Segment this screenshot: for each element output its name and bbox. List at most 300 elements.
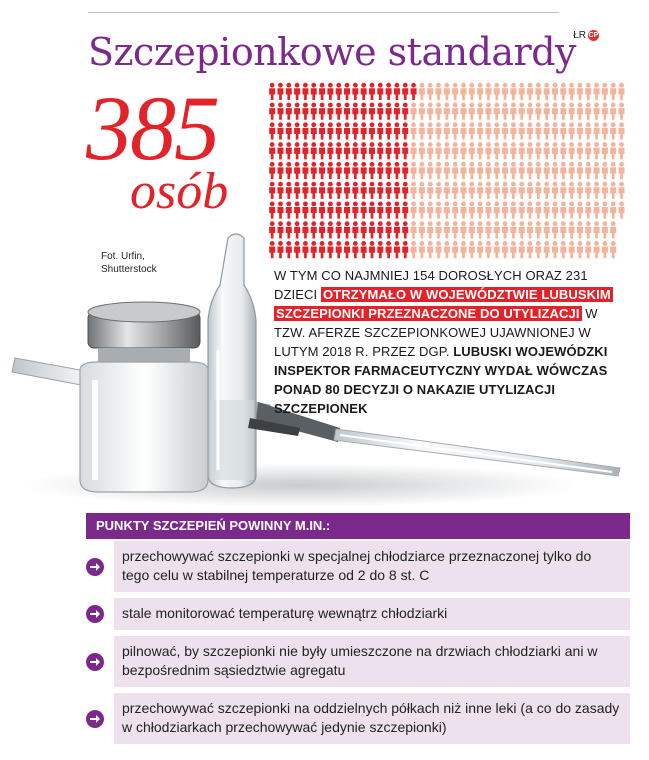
person-icon — [436, 182, 442, 199]
person-icon — [502, 162, 508, 179]
person-icon — [302, 182, 308, 199]
vial — [80, 302, 208, 492]
list-item-text: pilnować, by szczepionki nie były umieszczone na drzwiach chłodziarki ani w bezpośrednim sąsiedztwie agregatu — [114, 636, 630, 687]
person-icon — [402, 103, 408, 120]
person-icon — [319, 103, 325, 120]
person-icon — [427, 182, 433, 199]
person-icon — [502, 182, 508, 199]
person-icon — [469, 103, 475, 120]
person-icon — [411, 142, 417, 159]
person-icon — [336, 142, 342, 159]
person-icon — [502, 201, 508, 218]
person-icon — [294, 162, 300, 179]
person-icon — [311, 182, 317, 199]
person-icon — [577, 122, 583, 139]
person-icon — [402, 162, 408, 179]
person-icon — [585, 162, 591, 179]
person-icon — [444, 162, 450, 179]
person-icon — [610, 162, 616, 179]
person-icon — [369, 83, 375, 100]
person-icon — [569, 83, 575, 100]
person-icon — [602, 122, 608, 139]
person-icon — [510, 83, 516, 100]
person-icon — [594, 103, 600, 120]
person-icon — [402, 201, 408, 218]
person-icon — [361, 201, 367, 218]
person-icon — [535, 83, 541, 100]
person-icon — [519, 122, 525, 139]
person-icon — [577, 201, 583, 218]
person-icon — [294, 122, 300, 139]
person-icon — [452, 162, 458, 179]
person-icon — [594, 142, 600, 159]
person-icon — [619, 162, 625, 179]
person-icon — [302, 201, 308, 218]
person-icon — [352, 201, 358, 218]
person-icon — [352, 162, 358, 179]
person-icon — [302, 162, 308, 179]
person-icon — [519, 182, 525, 199]
person-icon — [477, 201, 483, 218]
person-icon — [386, 83, 392, 100]
person-icon — [411, 182, 417, 199]
person-icon — [444, 83, 450, 100]
person-icon — [577, 103, 583, 120]
person-icon — [269, 162, 275, 179]
person-icon — [519, 83, 525, 100]
person-icon — [436, 122, 442, 139]
author-initials: ŁR — [573, 30, 586, 41]
description-bold: LUBUSKI WOJEWÓDZKI INSPEKTOR FARMACEUTYCZNY WYDAŁ WÓWCZAS PONAD 80 DECYZJI O NAKAZIE UTYLIZACJI SZCZEPIONEK — [274, 344, 608, 416]
person-icon — [444, 103, 450, 120]
person-icon — [552, 201, 558, 218]
person-icon — [619, 122, 625, 139]
person-icon — [311, 162, 317, 179]
list-item — [86, 598, 630, 630]
person-icon — [436, 201, 442, 218]
list-item-text: stale monitorować temperaturę wewnątrz chłodziarki — [114, 598, 630, 630]
person-icon — [344, 103, 350, 120]
person-icon — [485, 122, 491, 139]
person-icon — [352, 83, 358, 100]
person-icon — [452, 142, 458, 159]
person-icon — [535, 162, 541, 179]
person-icon — [502, 83, 508, 100]
stat-number: 385 — [86, 77, 218, 179]
person-icon — [477, 122, 483, 139]
person-icon — [485, 103, 491, 120]
person-icon — [394, 162, 400, 179]
person-icon — [560, 103, 566, 120]
person-icon — [319, 182, 325, 199]
person-icon — [319, 83, 325, 100]
person-icon — [577, 182, 583, 199]
person-icon — [469, 201, 475, 218]
list-item — [86, 636, 630, 687]
person-icon — [286, 122, 292, 139]
person-icon — [552, 162, 558, 179]
person-icon — [419, 142, 425, 159]
stat-unit: osób — [130, 163, 229, 220]
person-icon — [444, 182, 450, 199]
person-icon — [402, 122, 408, 139]
person-icon — [569, 182, 575, 199]
list-item-text: przechowywać szczepionki w specjalnej chłodziarce przeznaczonej tylko do tego celu w stabilnej temperaturze od 2 do 8 st. C — [114, 541, 630, 592]
person-icon — [386, 142, 392, 159]
person-icon — [510, 182, 516, 199]
person-icon — [277, 162, 283, 179]
person-icon — [594, 83, 600, 100]
person-icon — [386, 182, 392, 199]
description-middle: W TZW. AFERZE SZCZEPIONKOWEJ UJAWNIONEJ W LUTYM 2018 R. PRZEZ DGP. — [274, 306, 598, 359]
person-icon — [394, 103, 400, 120]
person-icon — [327, 162, 333, 179]
person-icon — [469, 122, 475, 139]
person-icon — [336, 182, 342, 199]
person-icon — [277, 83, 283, 100]
person-icon — [427, 103, 433, 120]
person-icon — [510, 201, 516, 218]
person-icon — [394, 83, 400, 100]
person-icon — [311, 142, 317, 159]
person-icon — [394, 142, 400, 159]
person-icon — [527, 182, 533, 199]
person-icon — [585, 182, 591, 199]
person-icon — [619, 182, 625, 199]
person-icon — [577, 83, 583, 100]
person-icon — [527, 142, 533, 159]
person-icon — [485, 142, 491, 159]
person-icon — [594, 122, 600, 139]
person-icon — [336, 83, 342, 100]
person-icon — [452, 182, 458, 199]
person-icon — [386, 103, 392, 120]
person-icon — [386, 201, 392, 218]
arrow-right-circle-icon — [86, 605, 104, 623]
person-icon — [477, 142, 483, 159]
person-icon — [319, 162, 325, 179]
person-icon — [344, 182, 350, 199]
person-icon — [519, 142, 525, 159]
person-icon — [427, 122, 433, 139]
person-icon — [460, 122, 466, 139]
person-icon — [411, 83, 417, 100]
person-icon — [286, 83, 292, 100]
person-icon — [344, 122, 350, 139]
person-icon — [294, 142, 300, 159]
person-icon — [361, 122, 367, 139]
person-icon — [394, 122, 400, 139]
person-icon — [294, 201, 300, 218]
person-icon — [619, 142, 625, 159]
photo-credit — [101, 250, 157, 276]
person-icon — [469, 83, 475, 100]
person-icon — [610, 122, 616, 139]
person-icon — [336, 122, 342, 139]
person-icon — [286, 142, 292, 159]
person-icon — [469, 142, 475, 159]
person-icon — [535, 182, 541, 199]
person-icon — [352, 142, 358, 159]
person-icon — [494, 162, 500, 179]
person-icon — [452, 103, 458, 120]
person-icon — [269, 83, 275, 100]
person-icon — [544, 103, 550, 120]
person-icon — [460, 182, 466, 199]
person-icon — [344, 201, 350, 218]
person-icon — [552, 182, 558, 199]
person-icon — [527, 83, 533, 100]
person-icon — [552, 122, 558, 139]
person-icon — [477, 103, 483, 120]
person-icon — [510, 142, 516, 159]
arrow-right-circle-icon — [86, 558, 104, 576]
person-icon — [427, 162, 433, 179]
person-icon — [277, 182, 283, 199]
person-icon — [527, 162, 533, 179]
person-icon — [327, 122, 333, 139]
person-icon — [419, 182, 425, 199]
person-icon — [294, 103, 300, 120]
person-icon — [411, 162, 417, 179]
arrow-right-circle-icon — [86, 653, 104, 671]
person-icon — [619, 83, 625, 100]
person-icon — [294, 182, 300, 199]
person-icon — [552, 103, 558, 120]
person-icon — [369, 103, 375, 120]
person-icon — [286, 201, 292, 218]
person-icon — [286, 162, 292, 179]
person-icon — [544, 83, 550, 100]
person-icon — [319, 122, 325, 139]
person-icon — [369, 182, 375, 199]
person-icon — [602, 83, 608, 100]
person-icon — [502, 142, 508, 159]
photo-credit-line1: Fot. Urfin, — [101, 251, 145, 262]
person-icon — [277, 201, 283, 218]
person-icon — [352, 122, 358, 139]
person-icon — [510, 122, 516, 139]
person-icon — [277, 142, 283, 159]
person-icon — [327, 182, 333, 199]
person-icon — [527, 201, 533, 218]
person-icon — [361, 182, 367, 199]
person-icon — [436, 83, 442, 100]
person-icon — [477, 83, 483, 100]
person-icon — [327, 103, 333, 120]
person-icon — [535, 103, 541, 120]
person-icon — [535, 122, 541, 139]
person-icon — [436, 142, 442, 159]
person-icon — [427, 83, 433, 100]
person-icon — [302, 103, 308, 120]
person-icon — [602, 142, 608, 159]
person-icon — [602, 103, 608, 120]
person-icon — [269, 201, 275, 218]
person-icon — [302, 122, 308, 139]
person-icon — [502, 103, 508, 120]
person-icon — [377, 182, 383, 199]
person-icon — [544, 122, 550, 139]
person-icon — [494, 182, 500, 199]
person-icon — [302, 142, 308, 159]
person-icon — [377, 162, 383, 179]
person-icon — [269, 142, 275, 159]
person-icon — [552, 142, 558, 159]
person-icon — [569, 103, 575, 120]
person-icon — [394, 201, 400, 218]
person-icon — [377, 142, 383, 159]
requirements-list — [86, 541, 630, 750]
person-icon — [560, 142, 566, 159]
person-icon — [361, 162, 367, 179]
section-header: PUNKTY SZCZEPIEŃ POWINNY M.IN.: — [86, 513, 630, 539]
person-icon — [494, 103, 500, 120]
person-icon — [311, 122, 317, 139]
person-icon — [510, 103, 516, 120]
person-icon — [594, 182, 600, 199]
person-icon — [477, 162, 483, 179]
person-icon — [344, 83, 350, 100]
person-icon — [460, 201, 466, 218]
person-icon — [469, 182, 475, 199]
person-icon — [327, 83, 333, 100]
person-icon — [377, 103, 383, 120]
list-item — [86, 541, 630, 592]
person-icon — [319, 142, 325, 159]
person-icon — [519, 103, 525, 120]
person-icon — [460, 83, 466, 100]
person-icon — [427, 201, 433, 218]
person-icon — [577, 142, 583, 159]
person-icon — [336, 103, 342, 120]
person-icon — [302, 83, 308, 100]
person-icon — [444, 201, 450, 218]
person-icon — [444, 122, 450, 139]
person-icon — [386, 122, 392, 139]
person-icon — [535, 201, 541, 218]
person-icon — [394, 182, 400, 199]
person-icon — [502, 122, 508, 139]
person-icon — [494, 201, 500, 218]
person-icon — [510, 162, 516, 179]
person-icon — [610, 182, 616, 199]
person-icon — [569, 201, 575, 218]
person-icon — [585, 201, 591, 218]
person-icon — [560, 83, 566, 100]
top-rule — [88, 12, 559, 13]
person-icon — [519, 201, 525, 218]
person-icon — [594, 162, 600, 179]
person-icon — [452, 122, 458, 139]
person-icon — [419, 103, 425, 120]
person-icon — [560, 201, 566, 218]
person-icon — [294, 83, 300, 100]
person-icon — [560, 182, 566, 199]
list-item-text: przechowywać szczepionki na oddzielnych półkach niż inne leki (a co do zasady w chłodziarkach przechowywać jedynie szczepionki) — [114, 693, 630, 744]
photo-credit-line2: Shutterstock — [101, 264, 157, 275]
person-icon — [485, 83, 491, 100]
person-icon — [319, 201, 325, 218]
person-icon — [344, 162, 350, 179]
description-intro: W TYM CO NAJMNIEJ 154 DOROSŁYCH ORAZ 231 DZIECI — [274, 268, 588, 302]
person-icon — [535, 142, 541, 159]
person-icon — [460, 162, 466, 179]
person-icon — [336, 201, 342, 218]
person-icon — [485, 182, 491, 199]
person-icon — [419, 83, 425, 100]
person-icon — [286, 182, 292, 199]
person-icon — [311, 83, 317, 100]
person-icon — [585, 103, 591, 120]
person-icon — [444, 142, 450, 159]
person-icon — [377, 83, 383, 100]
person-icon — [436, 103, 442, 120]
person-icon — [569, 162, 575, 179]
description-text — [274, 266, 630, 418]
person-icon — [602, 182, 608, 199]
person-icon — [402, 83, 408, 100]
person-icon — [485, 162, 491, 179]
person-icon — [610, 201, 616, 218]
person-icon — [552, 83, 558, 100]
person-icon — [460, 142, 466, 159]
person-icon — [361, 142, 367, 159]
person-icon — [494, 83, 500, 100]
person-icon — [427, 142, 433, 159]
person-icon — [569, 142, 575, 159]
person-icon — [369, 142, 375, 159]
person-icon — [277, 103, 283, 120]
person-icon — [477, 182, 483, 199]
cp-logo: CP — [588, 32, 599, 39]
author-credit — [573, 30, 599, 41]
person-icon — [594, 201, 600, 218]
person-icon — [619, 201, 625, 218]
person-icon — [610, 103, 616, 120]
person-icon — [419, 162, 425, 179]
person-icon — [585, 83, 591, 100]
description-highlight: OTRZYMAŁO W WOJEWÓDZTWIE LUBUSKIM SZCZEPIONKI PRZEZNACZONE DO UTYLIZACJI — [276, 287, 611, 321]
person-icon — [411, 201, 417, 218]
person-icon — [269, 182, 275, 199]
ampoule — [208, 234, 256, 488]
person-icon — [419, 201, 425, 218]
person-icon — [369, 162, 375, 179]
person-icon — [386, 162, 392, 179]
page-title: Szczepionkowe standardy — [88, 30, 577, 74]
person-icon — [585, 122, 591, 139]
person-icon — [327, 142, 333, 159]
person-icon — [460, 103, 466, 120]
person-icon — [485, 201, 491, 218]
person-icon — [311, 103, 317, 120]
person-icon — [286, 103, 292, 120]
person-icon — [269, 122, 275, 139]
person-icon — [311, 201, 317, 218]
person-icon — [602, 201, 608, 218]
person-icon — [469, 162, 475, 179]
person-icon — [377, 122, 383, 139]
person-icon — [602, 162, 608, 179]
person-icon — [544, 162, 550, 179]
person-icon — [619, 103, 625, 120]
person-icon — [402, 142, 408, 159]
person-icon — [544, 201, 550, 218]
person-icon — [527, 122, 533, 139]
person-icon — [336, 162, 342, 179]
person-icon — [411, 122, 417, 139]
